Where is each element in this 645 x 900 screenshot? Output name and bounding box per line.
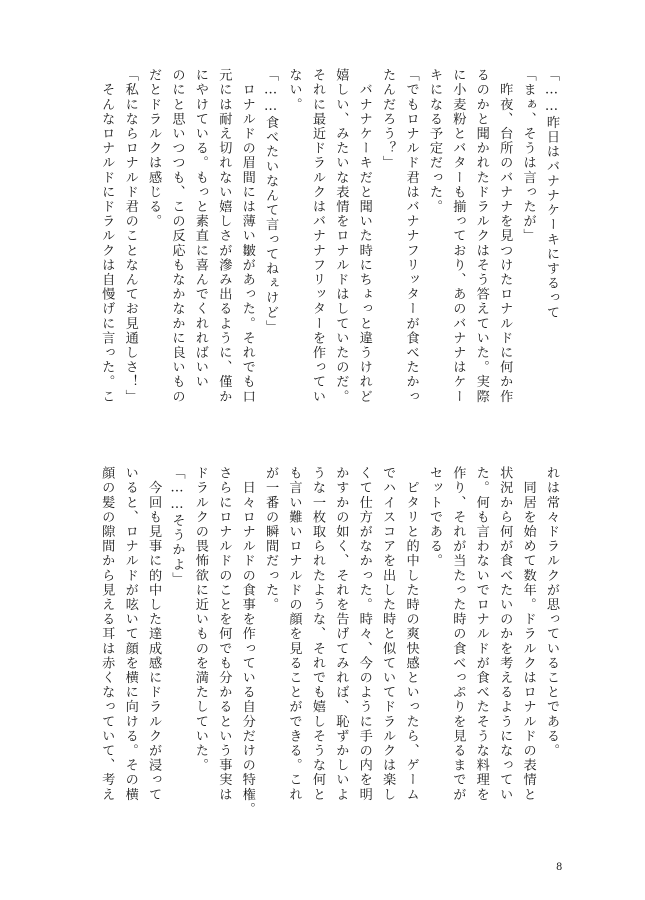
lower-text-block: れは常々ドラルクが思っていることである。 同居を始めて数年。ドラルクはロナルドの表情と 状況から何が食べたいのかを考えるようになってい た。何も言わないでロナルドが食べたそうな料理を 作り、それが当たった時の食べっぷりを見るまでが セットである。 ピタリと的中した時の爽快感といったら、ゲーム でハイスコアを出した時と似ていてドラルクは楽し くて仕方がなかった。時々、今のように手の内を明 かすかの如く、それを告げてみれば、恥ずかしいよ うな一枚取られたような、それでも嬉しそうな何と も言い難いロナルドの顔を見ることができる。これ が一番の瞬間だった。 日々ロナルドの食事を作っている自分だけの特権。 さらにロナルドのことを何でも分かるという事実は ドラルクの畏怖欲に近いものを満たしていた。 「……そうかよ」 今回も見事に的中した達成感にドラルクが浸って いると、ロナルドが呟いて顔を横に向ける。その横 顔の髪の隙間から見える耳は赤くなっていて、考え: [99, 466, 559, 817]
upper-text-block: 「……昨日はバナナケーキにするって 「まぁ、そうは言ったが」 昨夜、台所のバナナを見つけたロナルドに何か作 るのかと聞かれたドラルクはそう答えていた。実際 に小麦粉とバターも揃っており、あのバナナはケー キになる予定だった。 「でもロナルド君はバナナフリッターが食べたかっ たんだろう？」 バナナケーキだと聞いた時にちょっと違うけれど 嬉しい、みたいな表情をロナルドはしていたのだ。 それに最近ドラルクはバナナフリッターを作ってい ない。 「……食べたいなんて言ってねぇけど」 ロナルドの眉間には薄い皺があった。それでも口 元には耐え切れない嬉しさが滲み出るように、僅か にやけている。もっと素直に喜んでくれればいい のにと思いつつも、この反応もなかなかに良いもの だとドラルクは感じる。 「私にならロナルド君のことなんてお見通しさ！」 そんなロナルドにドラルクは自慢げに言った。こ: [99, 68, 559, 404]
page-number: 8: [556, 862, 563, 873]
